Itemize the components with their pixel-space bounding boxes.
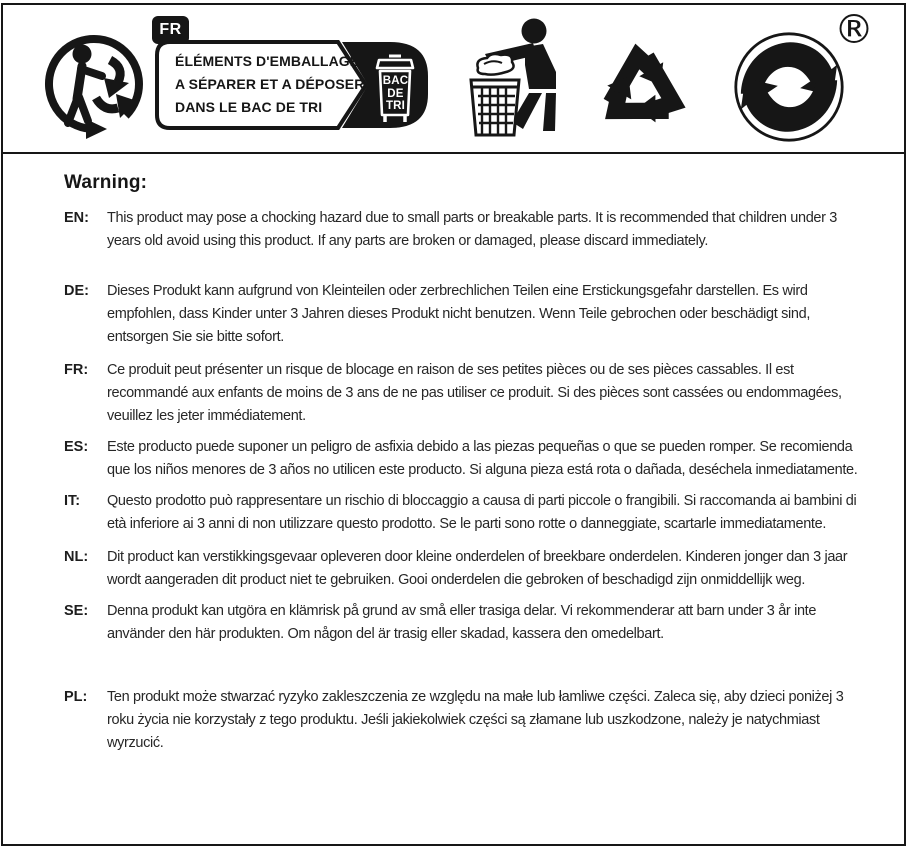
language-code: DE: [64,283,89,299]
language-code: IT: [64,493,81,509]
language-code: FR: [64,362,89,378]
warning-section [0,154,909,755]
warning-text: Questo prodotto può rappresentare un rischio di bloccaggio a causa di parti piccole o frangibili. Si raccomanda ai bambini di età inferiore ai 3 anni di non utilizzare questo prodotto. Se le parti sono rotte o danneggiate, scartarle immediatamente. [107,493,857,532]
bac-de-tri-text: BAC DE TRI [382,75,409,112]
warning-text: Este producto puede suponer un peligro de asfixia debido a las piezas pequeñas o que se pueden romper. Se recomienda que los niños menores de 3 años no utilicen este producto. Si alguna pieza está rota o dañada, deséchela inmediatamente. [107,439,858,478]
warning-text: This product may pose a chocking hazard due to small parts or breakable parts. It is recommended that children under 3 years old avoid using this product. If any parts are broken or damaged, please discard immediately. [107,210,838,249]
warning-text: Dieses Produkt kann aufgrund von Kleinteilen oder zerbrechlichen Teilen eine Erstickungsgefahr darstellen. Es wird empfohlen, dass Kinder unter 3 Jahren dieses Produkt nicht benutzen. Wenn Teile gebrochen oder beschädigt sind, entsorgen Sie sie bitte sofort. [107,283,811,345]
label-text [175,50,364,119]
fr-country-badge [152,16,189,44]
info-tri-packaging-label [152,16,442,140]
warning-entry-nl [64,546,873,592]
warning-entry-fr [64,359,873,428]
fr-badge-text: FR [159,21,182,38]
warning-text: Ten produkt może stwarzać ryzyko zakleszczenia ze względu na małe lub łamliwe części. Zaleca się, aby dzieci poniżej 3 roku życia nie korzystały z tego produktu. Jeśli jakiekolwiek części są złamane lub uszkodzone, należy je natychmiast wyrzucić. [107,689,844,751]
tidyman-litter-disposal-icon [463,17,565,139]
warning-text: Dit product kan verstikkingsgevaar opleveren door kleine onderdelen of breekbare onderdelen. Kinderen jonger dan 3 jaar wordt aangeraden dit product niet te gebruiken. Gooi onderdelen die gebroken of beschadigd zijn onmiddellijk weg. [107,549,848,588]
registered-trademark-symbol: ® [834,7,874,53]
label-text-line: ÉLÉMENTS D'EMBALLAGE [175,53,360,69]
warning-text: Denna produkt kan utgöra en klämrisk på grund av små eller trasiga delar. Vi rekommenderar att barn under 3 år inte använder den här produkten. Om någon del är trasig eller skadad, kassera den omedelbart. [107,603,817,642]
warning-entry-it [64,490,873,536]
warning-title: Warning: [64,172,148,193]
warning-entry-pl [64,686,873,755]
language-code: PL: [64,689,88,705]
warning-entry-de [64,280,873,349]
label-text-line: A SÉPARER ET A DÉPOSER [175,76,365,92]
recycling-mobius-loop-icon [578,24,706,140]
warning-text: Ce produit peut présenter un risque de blocage en raison de ses petites pièces ou de ses pièces cassables. Il est recommandé aux enfants de moins de 3 ans de ne pas utiliser ce produit. Si des pièces sont cassées ou endommagées, veuillez les jeter immédiatement. [107,362,842,424]
warning-entry-en [64,207,873,253]
label-text-line: DANS LE BAC DE TRI [175,99,323,115]
language-code: ES: [64,439,89,455]
language-code: NL: [64,549,89,565]
triman-recycling-icon [44,28,144,140]
language-code: SE: [64,603,89,619]
language-code: EN: [64,210,89,226]
warning-entry-es [64,436,873,482]
green-dot-icon [733,31,845,143]
warning-entry-se [64,600,873,646]
